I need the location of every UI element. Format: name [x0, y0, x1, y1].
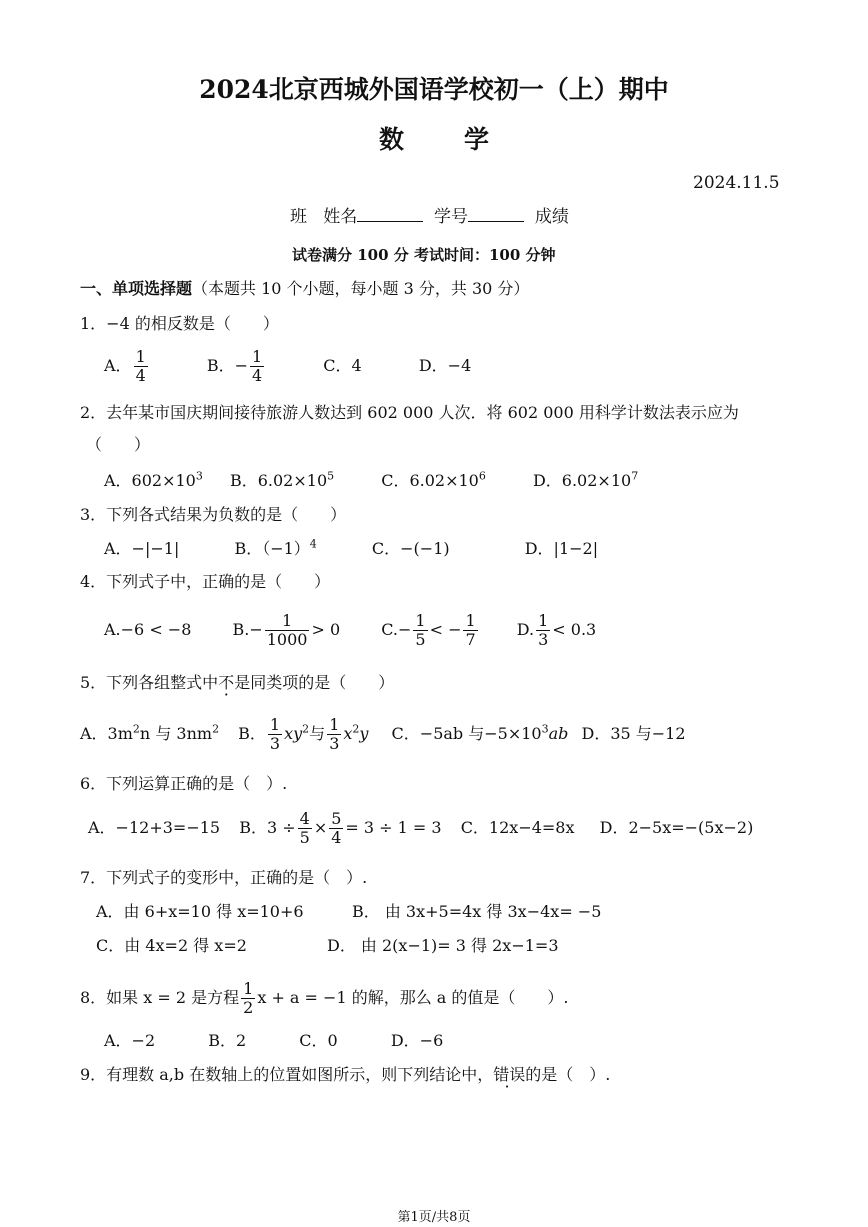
q5-option-b[interactable]	[238, 716, 368, 753]
q7-option-d[interactable]: D． 由 2(x−1)= 3 得 2x−1=3	[327, 936, 559, 955]
q2-option-d-text: D．6.02×10	[532, 471, 632, 490]
numerator: 1	[269, 715, 281, 734]
q5-c-tail: ab	[548, 724, 569, 743]
exponent: 4	[309, 537, 317, 551]
question-2-options	[104, 470, 638, 492]
numerator: 1	[465, 611, 476, 630]
question-7-stem: 7．下列式子的变形中，正确的是（ ）.	[80, 868, 368, 887]
denominator: 5	[299, 828, 310, 847]
denominator: 3	[538, 630, 549, 649]
q2-option-a[interactable]	[104, 470, 203, 492]
fraction	[268, 716, 282, 753]
q6-option-d[interactable]: D．2−5x=−(5x−2)	[599, 818, 754, 837]
fraction	[463, 612, 477, 649]
q5-b-term3: y	[359, 724, 369, 743]
q2-option-b-text: B．6.02×10	[229, 471, 328, 490]
q5-b-term1: xy	[284, 724, 303, 743]
q7-option-b[interactable]: B． 由 3x+5=4x 得 3x−4x= −5	[352, 902, 602, 921]
question-4-stem: 4．下列式子中，正确的是（ ）	[80, 572, 331, 591]
class-label: 班	[290, 207, 307, 227]
q4-option-a[interactable]: A.−6 < −8	[104, 620, 192, 639]
q4-option-b[interactable]	[232, 612, 340, 649]
question-5-options	[80, 716, 686, 753]
q6-b-times: ×	[313, 818, 328, 837]
fraction	[327, 716, 341, 753]
q6-b-label: B．3 ÷	[239, 818, 296, 837]
question-9-stem	[80, 1064, 610, 1086]
q1-option-d[interactable]: D．−4	[418, 356, 472, 375]
section-heading	[80, 278, 529, 300]
q8-option-d[interactable]: D．−6	[390, 1031, 444, 1050]
q8-option-c[interactable]: C．0	[299, 1031, 338, 1050]
question-1-stem: 1．−4 的相反数是（ ）	[80, 314, 279, 333]
q2-option-c[interactable]	[381, 470, 486, 492]
section-title: 一、单项选择题	[80, 279, 193, 298]
fraction	[536, 612, 550, 649]
q3-option-d[interactable]: D．|1−2|	[524, 539, 599, 558]
exponent: 3	[541, 722, 549, 736]
q4-option-b-tail: > 0	[311, 620, 341, 639]
q9-stem-post: 的是（ ）.	[525, 1065, 611, 1084]
exponent: 2	[212, 722, 220, 736]
q6-option-c[interactable]: C．12x−4=8x	[460, 818, 575, 837]
q5-b-and: 与	[309, 724, 326, 743]
q3-option-a[interactable]: A．−|−1|	[104, 539, 180, 558]
denominator: 4	[135, 366, 146, 385]
q9-stem-emphasis: 错误	[493, 1065, 526, 1084]
q5-stem-pre: 5．下列各组整式中	[80, 673, 219, 692]
q1-option-a[interactable]	[104, 348, 150, 385]
denominator: 1000	[266, 630, 308, 649]
q2-option-d[interactable]	[533, 470, 638, 492]
subject-title: 数学	[378, 125, 549, 154]
q8-option-a[interactable]: A．−2	[104, 1031, 156, 1050]
numerator: 1	[538, 611, 549, 630]
fraction	[250, 348, 264, 385]
q4-option-b-label: B.−	[232, 620, 263, 639]
q6-option-a[interactable]: A．−12+3=−15	[88, 818, 221, 837]
q9-stem-pre: 9．有理数 a,b 在数轴上的位置如图所示，则下列结论中，	[80, 1065, 494, 1084]
question-4-options	[104, 612, 596, 649]
numerator: 1	[329, 715, 340, 734]
numerator: 4	[299, 809, 310, 828]
q3-option-b-text: B．（−1）	[234, 539, 310, 558]
q5-c-text: C．−5ab 与−5×10	[391, 724, 542, 743]
fraction	[241, 980, 255, 1017]
q1-option-a-label: A．	[104, 356, 132, 375]
q5-option-c[interactable]	[392, 723, 569, 745]
exponent: 2	[302, 722, 310, 736]
q5-option-d[interactable]: D．35 与−12	[581, 724, 686, 743]
denominator: 3	[329, 734, 340, 753]
student-info-line	[290, 206, 569, 228]
q1-option-c[interactable]: C．4	[323, 356, 362, 375]
exponent: 7	[631, 469, 639, 483]
name-blank[interactable]	[357, 221, 423, 222]
q2-option-a-text: A．602×10	[104, 471, 196, 490]
question-8-stem	[80, 980, 569, 1017]
numerator: 1	[265, 612, 310, 631]
q5-b-label: B．	[238, 724, 266, 743]
q5-a-2: n 与 3nm	[139, 724, 213, 743]
q5-b-term2: x	[343, 724, 353, 743]
question-2-stem: 2．去年某市国庆期间接待旅游人数达到 602 000 人次．将 602 000 用科学计数法表示应为	[80, 403, 739, 422]
denominator: 2	[243, 998, 254, 1017]
q3-option-c[interactable]: C．−(−1)	[371, 539, 450, 558]
numerator: 1	[135, 347, 146, 366]
exponent: 2	[352, 722, 360, 736]
q7-option-a[interactable]: A．由 6+x=10 得 x=10+6	[96, 902, 304, 921]
score-label: 成绩	[534, 207, 569, 227]
q2-option-c-text: C．6.02×10	[381, 471, 479, 490]
q8-stem-pre: 8．如果 x = 2 是方程	[80, 988, 240, 1007]
q4-option-d-tail: < 0.3	[552, 620, 597, 639]
denominator: 4	[331, 828, 342, 847]
question-3-stem: 3．下列各式结果为负数的是（ ）	[80, 505, 347, 524]
question-3-options	[104, 538, 598, 560]
q1-option-b-label: B．−	[206, 356, 249, 375]
numerator: 1	[415, 611, 426, 630]
denominator: 4	[252, 366, 263, 385]
question-2-paren: （ ）	[86, 435, 151, 454]
page-title: 2024北京西城外国语学校初一（上）期中	[199, 75, 669, 104]
id-label: 学号	[434, 207, 469, 227]
q5-stem-post: 是同类项的是（ ）	[234, 673, 395, 692]
q4-option-c[interactable]	[381, 612, 479, 649]
q6-option-b[interactable]	[239, 810, 441, 847]
page-footer: 第1页/共8页	[397, 1210, 471, 1225]
numerator: 1	[252, 347, 263, 366]
fraction	[413, 612, 427, 649]
q8-stem-post: x + a = −1 的解，那么 a 的值是（ ）.	[257, 988, 569, 1007]
q4-option-d[interactable]	[517, 612, 596, 649]
q8-option-b[interactable]: B．2	[208, 1031, 247, 1050]
fraction	[265, 612, 310, 649]
q4-option-c-label: C.−	[381, 620, 412, 639]
id-blank[interactable]	[468, 221, 524, 222]
denominator: 7	[465, 630, 476, 649]
q2-option-b[interactable]	[230, 470, 334, 492]
exam-info: 试卷满分 100 分 考试时间：100 分钟	[292, 246, 556, 264]
fraction	[134, 348, 148, 385]
q4-option-c-mid: < −	[429, 620, 462, 639]
name-label: 姓名	[323, 207, 358, 227]
section-note: （本题共 10 个小题，每小题 3 分，共 30 分）	[192, 279, 530, 298]
q5-option-a[interactable]	[80, 723, 219, 745]
question-5-stem	[80, 672, 394, 694]
q5-stem-emphasis: 不	[218, 673, 235, 692]
numerator: 5	[331, 809, 342, 828]
question-6-stem: 6．下列运算正确的是（ ）.	[80, 774, 288, 793]
exponent: 2	[132, 722, 140, 736]
q1-option-b[interactable]	[207, 348, 266, 385]
fraction	[329, 810, 343, 847]
q6-b-tail: = 3 ÷ 1 = 3	[345, 818, 442, 837]
exponent: 3	[195, 469, 203, 483]
q5-a-1: A．3m	[80, 724, 133, 743]
q3-option-b[interactable]	[234, 538, 316, 560]
fraction	[298, 810, 312, 847]
exponent: 5	[327, 469, 335, 483]
question-1-options	[104, 348, 471, 385]
denominator: 5	[415, 630, 426, 649]
question-6-options	[88, 810, 753, 847]
numerator: 1	[243, 979, 254, 998]
question-8-options	[104, 1030, 443, 1052]
denominator: 3	[269, 734, 281, 753]
exam-date: 2024.11.5	[693, 173, 780, 193]
q7-option-c[interactable]: C．由 4x=2 得 x=2	[96, 936, 247, 955]
exponent: 6	[478, 469, 486, 483]
q4-option-d-label: D.	[516, 620, 535, 639]
